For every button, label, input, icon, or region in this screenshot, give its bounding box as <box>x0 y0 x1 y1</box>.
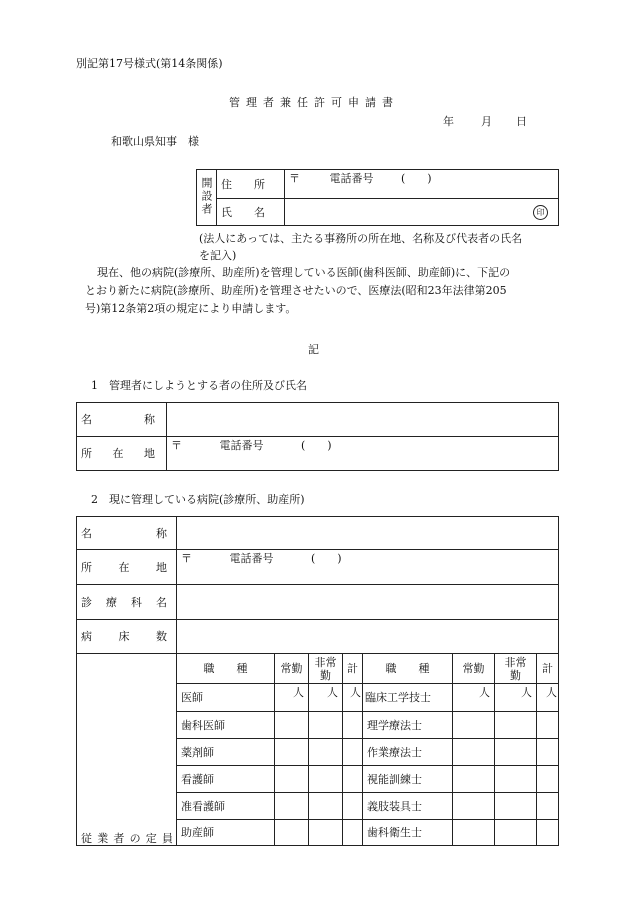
full-time-cell[interactable] <box>453 766 495 793</box>
label-char: 名 <box>156 595 167 609</box>
col-job-type-right: 職 種 <box>363 654 453 684</box>
applicant-note-line2: を記入) <box>199 249 237 262</box>
label-char: 在 <box>112 447 124 460</box>
section2-beds-field[interactable] <box>177 620 559 654</box>
part-time-cell[interactable] <box>309 820 343 846</box>
section2-name-label <box>81 527 167 540</box>
total-cell[interactable] <box>537 739 559 766</box>
part-time-cell[interactable] <box>495 739 537 766</box>
label-char: 従 <box>81 832 92 845</box>
total-cell[interactable] <box>343 712 363 739</box>
section1-location-field[interactable] <box>167 437 559 471</box>
phone-label: 電話番号 <box>229 552 274 565</box>
seal-icon: 印 <box>533 205 548 220</box>
total-cell[interactable] <box>537 793 559 820</box>
applicant-name-label: 氏 名 <box>217 199 285 226</box>
part-time-cell[interactable] <box>495 820 537 846</box>
section2-heading: 2 現に管理している病院(診療所、助産所) <box>91 493 305 506</box>
section2-dept-label-cell <box>77 585 177 620</box>
part-time-unit[interactable]: 人 <box>495 684 537 712</box>
total-cell[interactable] <box>537 820 559 846</box>
section2-location-field[interactable] <box>177 550 559 585</box>
label-char: 称 <box>156 526 167 540</box>
full-time-cell[interactable] <box>453 820 495 846</box>
job-name-right: 視能訓練士 <box>363 766 453 793</box>
section1-name-label-cell <box>77 403 167 437</box>
section1-heading: 1 管理者にしようとする者の住所及び氏名 <box>91 379 307 392</box>
label-char: 病 <box>81 630 92 643</box>
part-time-cell[interactable] <box>495 712 537 739</box>
label-char: 地 <box>156 560 167 574</box>
applicant-label-cell <box>197 170 217 226</box>
total-cell[interactable] <box>343 739 363 766</box>
label-char: 所 <box>81 447 92 460</box>
label-char: 数 <box>156 630 167 643</box>
label-char: 定 <box>145 832 157 845</box>
body-line-3: 号)第12条第2項の規定により申請します。 <box>85 302 297 315</box>
section2-name-label-cell <box>77 517 177 550</box>
part-time-cell[interactable] <box>309 739 343 766</box>
full-time-cell[interactable] <box>275 712 309 739</box>
phone-label: 電話番号 <box>329 172 374 185</box>
label-char: 業 <box>97 832 109 845</box>
full-time-cell[interactable] <box>275 793 309 820</box>
part-time-cell[interactable] <box>309 712 343 739</box>
ki-heading: 記 <box>308 343 319 356</box>
form-reference: 別記第17号様式(第14条関係) <box>76 57 223 70</box>
date-month: 月 <box>481 115 492 128</box>
full-time-cell[interactable] <box>453 793 495 820</box>
col-total-left: 計 <box>343 654 363 684</box>
label-char: 床 <box>118 630 130 643</box>
applicant-address-field[interactable] <box>285 170 559 199</box>
label-char: 科 <box>131 595 142 609</box>
job-name-right: 理学療法士 <box>363 712 453 739</box>
label-char: 所 <box>81 560 92 574</box>
section1-name-label <box>81 413 155 426</box>
label-char: 療 <box>106 595 117 609</box>
date-year: 年 <box>443 115 454 128</box>
section2-beds-label-cell <box>77 620 177 654</box>
section2-table <box>76 516 559 846</box>
section2-dept-label <box>81 596 167 609</box>
job-name-right: 歯科衛生士 <box>363 820 453 846</box>
full-time-unit[interactable]: 人 <box>275 684 309 712</box>
applicant-note-line1: (法人にあっては、主たる事務所の所在地、名称及び代表者の氏名 <box>199 232 523 245</box>
phone-paren: ( ) <box>301 439 332 452</box>
col-part-time-left: 非常勤 <box>309 654 343 684</box>
total-cell[interactable] <box>537 766 559 793</box>
body-line-2: とおり新たに病院(診療所、助産所)を管理させたいので、医療法(昭和23年法律第205 <box>85 284 507 297</box>
job-name-left: 助産師 <box>177 820 275 846</box>
full-time-cell[interactable] <box>275 820 309 846</box>
job-name-right: 作業療法士 <box>363 739 453 766</box>
applicant-address-label: 住 所 <box>217 170 285 199</box>
section2-location-label <box>81 561 167 574</box>
total-unit[interactable]: 人 <box>537 684 559 712</box>
part-time-cell[interactable] <box>309 766 343 793</box>
full-time-cell[interactable] <box>275 739 309 766</box>
applicant-table <box>196 169 559 226</box>
total-cell[interactable] <box>343 766 363 793</box>
label-char: 員 <box>161 832 173 845</box>
label-char: の <box>129 832 141 845</box>
label-char: 称 <box>144 413 155 426</box>
postal-mark: 〒 <box>289 172 300 185</box>
total-cell[interactable] <box>343 820 363 846</box>
section2-staff-label <box>81 832 173 845</box>
section1-name-field[interactable] <box>167 403 559 437</box>
label-char: 名 <box>81 526 92 540</box>
label-char: 者 <box>113 832 125 845</box>
applicant-name-field[interactable] <box>285 199 559 226</box>
total-cell[interactable] <box>343 793 363 820</box>
section2-beds-label <box>81 630 167 643</box>
job-name-left: 薬剤師 <box>177 739 275 766</box>
body-line-1: 現在、他の病院(診療所、助産所)を管理している医師(歯科医師、助産師)に、下記の <box>97 266 511 279</box>
label-char: 診 <box>81 595 92 609</box>
section2-staff-label-cell <box>77 654 177 846</box>
label-char: 地 <box>144 447 155 460</box>
section2-dept-field[interactable] <box>177 585 559 620</box>
part-time-cell[interactable] <box>309 793 343 820</box>
form-title: 管理者兼任許可申請書 <box>229 96 399 109</box>
job-name-left: 看護師 <box>177 766 275 793</box>
col-job-type-left: 職 種 <box>177 654 275 684</box>
section2-location-label-cell <box>77 550 177 585</box>
col-total-right: 計 <box>537 654 559 684</box>
total-cell[interactable] <box>537 712 559 739</box>
section1-location-label <box>81 447 155 460</box>
date-day: 日 <box>516 115 527 128</box>
phone-paren: ( ) <box>311 552 342 565</box>
part-time-cell[interactable] <box>495 766 537 793</box>
job-name-right: 臨床工学技士 <box>363 684 453 712</box>
phone-paren: ( ) <box>401 172 432 185</box>
part-time-cell[interactable] <box>495 793 537 820</box>
label-char: 名 <box>81 413 92 426</box>
applicant-label: 開設者 <box>200 176 213 216</box>
full-time-cell[interactable] <box>275 766 309 793</box>
job-name-right: 義肢装具士 <box>363 793 453 820</box>
full-time-cell[interactable] <box>453 739 495 766</box>
section2-name-field[interactable] <box>177 517 559 550</box>
col-full-time-right: 常勤 <box>453 654 495 684</box>
addressee: 和歌山県知事 様 <box>111 135 199 148</box>
full-time-cell[interactable] <box>453 712 495 739</box>
postal-mark: 〒 <box>181 552 192 565</box>
postal-mark: 〒 <box>171 439 182 452</box>
job-name-left: 医師 <box>177 684 275 712</box>
full-time-unit[interactable]: 人 <box>453 684 495 712</box>
col-full-time-left: 常勤 <box>275 654 309 684</box>
label-char: 在 <box>118 560 130 574</box>
section1-location-label-cell <box>77 437 167 471</box>
job-name-left: 歯科医師 <box>177 712 275 739</box>
total-unit[interactable]: 人 <box>343 684 363 712</box>
col-part-time-right: 非常勤 <box>495 654 537 684</box>
part-time-unit[interactable]: 人 <box>309 684 343 712</box>
phone-label: 電話番号 <box>219 439 264 452</box>
section1-table <box>76 402 559 471</box>
job-name-left: 准看護師 <box>177 793 275 820</box>
